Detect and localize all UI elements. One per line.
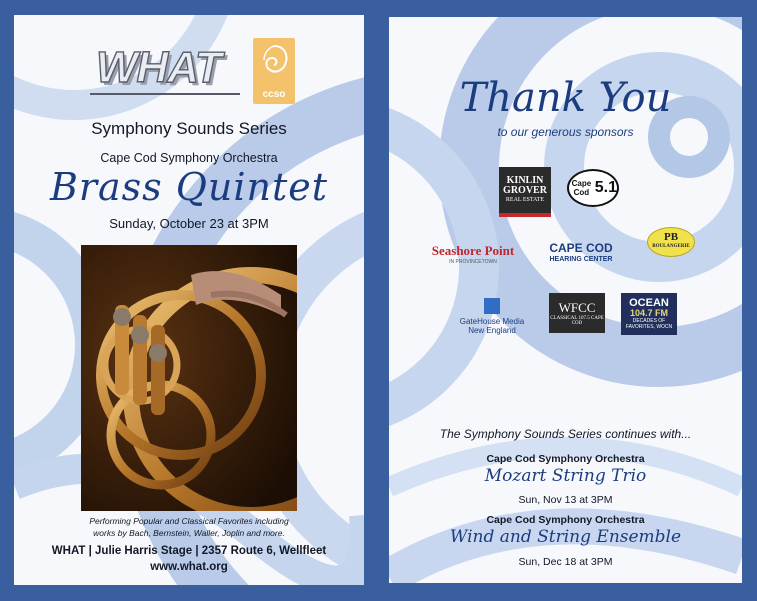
thank-you-heading: Thank You — [459, 75, 672, 121]
upcoming-event-title: Mozart String Trio — [484, 466, 647, 486]
series-continues-text: The Symphony Sounds Series continues with... — [439, 427, 692, 441]
venue-info: WHAT | Julie Harris Stage | 2357 Route 6, Wellfleet — [51, 545, 327, 557]
seashore-point-logo — [429, 239, 517, 269]
orchestra-name: Cape Cod Symphony Orchestra — [100, 151, 278, 165]
caption-line: works by Bach, Bernstein, Waller, Joplin and more. — [93, 528, 285, 538]
five-one-text: 5.1 — [594, 179, 617, 196]
kinlin-grover-logo — [499, 167, 551, 217]
cape-cod-text: Cape Cod — [571, 179, 592, 197]
what-logo: WHAT — [96, 43, 221, 92]
upcoming-event-title: Wind and String Ensemble — [449, 527, 682, 547]
website-link[interactable]: www.what.org — [150, 561, 228, 573]
event-flyer-front — [14, 15, 364, 585]
cape-cod-51-logo — [567, 169, 619, 207]
wfcc-text: WFCC — [558, 300, 596, 315]
hearing-line2: HEARING CENTER — [549, 256, 613, 263]
kinlin-text: KINLIN — [506, 174, 544, 186]
ocean-tagline-text: DECADES OF FAVORITES, WOCN — [625, 318, 673, 330]
gatehouse-media-logo — [453, 294, 531, 338]
pb-boulangerie-logo — [647, 227, 695, 257]
french-horn-photo — [81, 245, 297, 511]
upcoming-event-orchestra: Cape Cod Symphony Orchestra — [486, 453, 645, 465]
series-title: Symphony Sounds Series — [91, 119, 287, 138]
ocean-frequency-text: 104.7 FM — [629, 308, 669, 318]
cape-cod-hearing-center-logo — [531, 239, 631, 269]
upcoming-event-orchestra: Cape Cod Symphony Orchestra — [486, 514, 645, 526]
hearing-line1: CAPE COD — [549, 241, 613, 255]
event-flyer-back — [389, 17, 742, 583]
what-logo-underline — [90, 93, 240, 95]
upcoming-event-date: Sun, Dec 18 at 3PM — [518, 556, 613, 568]
upcoming-event-date: Sun, Nov 13 at 3PM — [518, 494, 613, 506]
photo-caption — [14, 515, 364, 539]
sponsors-subheading: to our generous sponsors — [497, 125, 634, 139]
ccso-logo — [253, 38, 295, 104]
pb-text: PB — [663, 231, 679, 243]
wfcc-logo — [549, 293, 605, 333]
real-estate-text: REAL ESTATE — [505, 196, 545, 203]
new-england-text: New England — [468, 325, 516, 335]
boulangerie-text: BOULANGERIE — [652, 244, 690, 249]
gatehouse-text: GateHouse Media — [459, 316, 525, 326]
seashore-point-text: Seashore Point — [431, 243, 515, 258]
ocean-text: OCEAN — [629, 297, 669, 309]
grover-text: GROVER — [503, 184, 547, 196]
caption-line: Performing Popular and Classical Favorites including — [89, 516, 289, 526]
ccso-logo-text: ccso — [262, 89, 286, 100]
gatehouse-icon — [484, 298, 500, 314]
ocean-1047-logo — [621, 293, 677, 335]
concert-date: Sunday, October 23 at 3PM — [109, 216, 269, 231]
wfcc-sub-text: CLASSICAL 107.5 CAPE COD — [550, 316, 604, 326]
seashore-sub-text: IN PROVINCETOWN — [449, 259, 497, 265]
shell-icon — [258, 44, 290, 76]
concert-title: Brass Quintet — [49, 165, 329, 209]
